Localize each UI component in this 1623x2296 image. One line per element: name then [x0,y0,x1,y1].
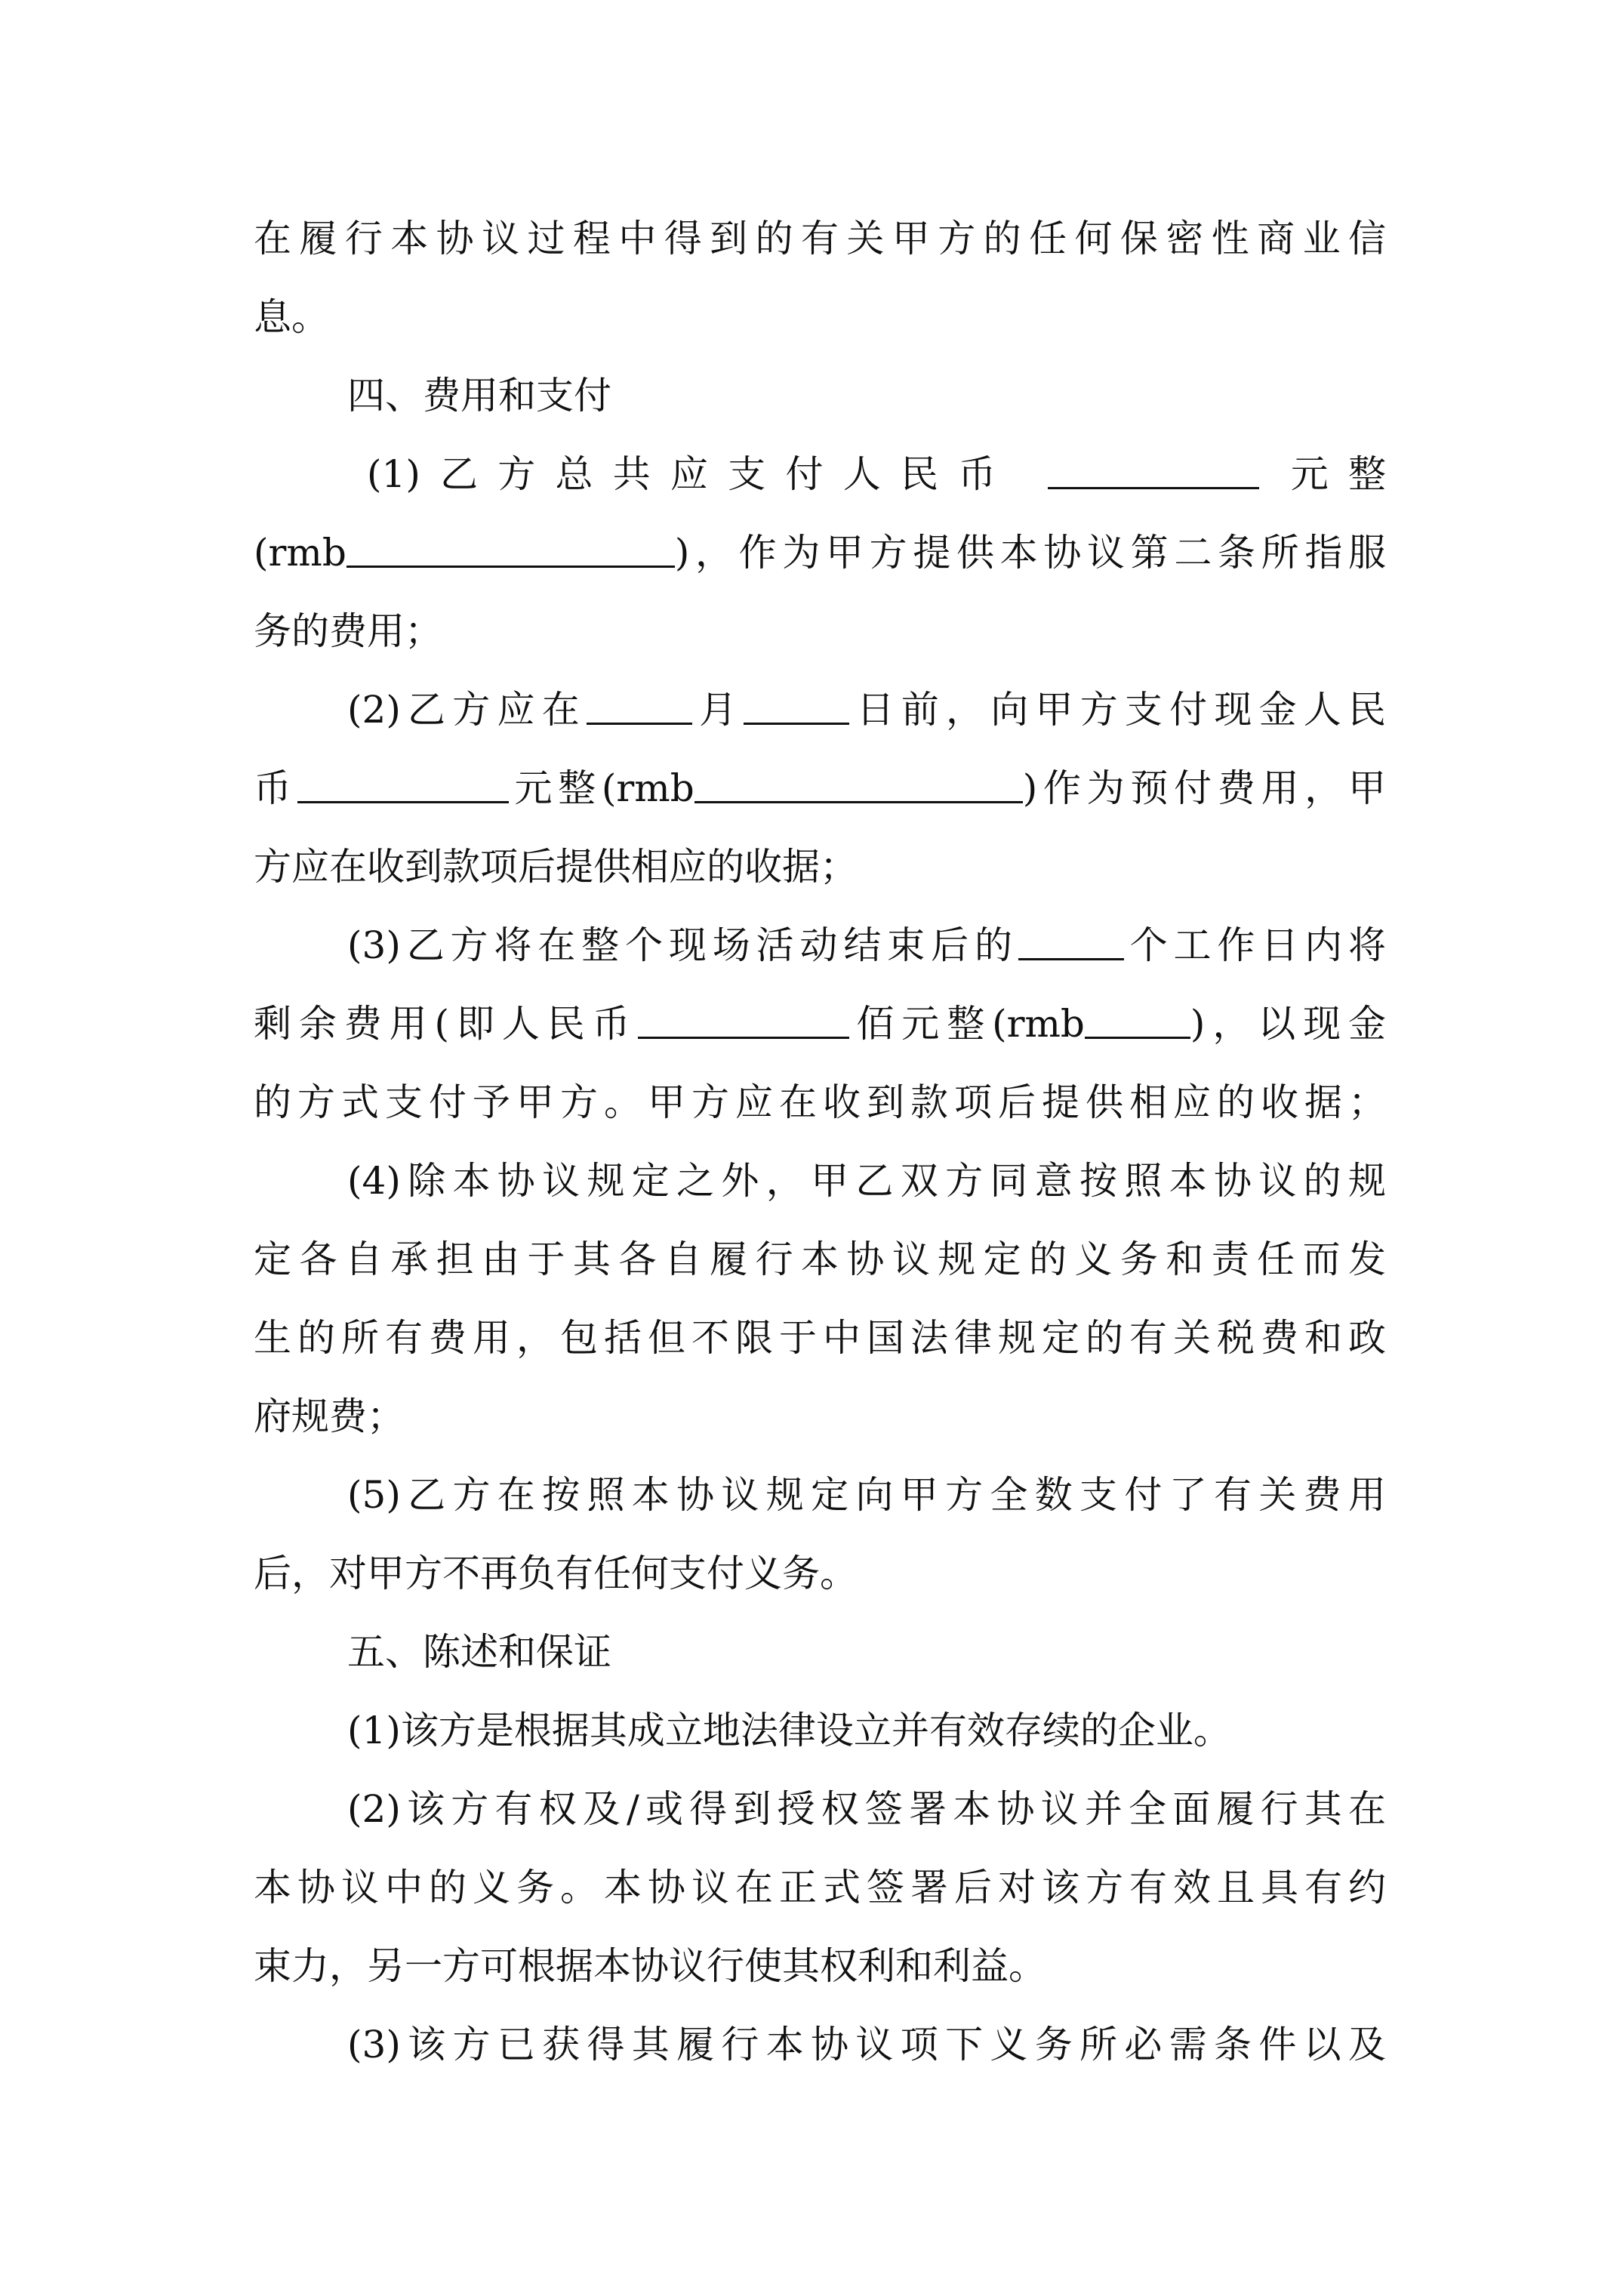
blank-field[interactable] [638,1000,849,1039]
clause-line [254,1456,1386,1534]
blank-field[interactable] [1018,922,1124,960]
clause-line [254,1063,1386,1142]
blank-field[interactable] [1048,451,1259,489]
clause-line [254,1691,1386,1770]
text-run: )作为预付费用，甲 [1022,766,1386,810]
clause-line [254,1220,1386,1299]
text-run: )，以现金 [1190,1002,1386,1046]
clause-line [254,1848,1386,1927]
text-run: (3)乙方将在整个现场活动结束后的 [347,923,1018,967]
blank-field[interactable] [744,686,849,725]
section-title: 五、陈述和保证 [347,1630,611,1674]
text-run: 后，对甲方不再负有任何支付义务。 [254,1552,858,1595]
text-run: 的方式支付予甲方。甲方应在收到款项后提供相应的收据； [254,1080,1386,1124]
clause-line [254,592,1386,670]
text-run: 个工作日内将 [1123,923,1386,967]
clause-line [254,906,1386,985]
clause-line [254,1927,1386,2005]
text-run: (4)除本协议规定之外，甲乙双方同意按照本协议的规 [347,1159,1386,1203]
text-run: 币 [254,766,297,810]
text-run: (5)乙方在按照本协议规定向甲方全数支付了有关费用 [347,1473,1386,1517]
text-run: (2)乙方应在 [347,688,587,732]
clause-line [254,435,1386,513]
text-run: 佰元整(rmb [848,1002,1085,1046]
text-run: (1)该方是根据其成立地法律设立并有效存续的企业。 [347,1709,1231,1752]
paragraph-line [254,199,1386,278]
clause-line [254,1770,1386,1848]
text-run: (2)该方有权及/或得到授权签署本协议并全面履行其在 [347,1787,1386,1831]
clause-line [254,749,1386,827]
text-run: 生的所有费用，包括但不限于中国法律规定的有关税费和政 [254,1316,1386,1360]
text-run: 月 [691,688,744,732]
clause-line [254,1142,1386,1220]
text-run: )，作为甲方提供本协议第二条所指服 [674,531,1386,575]
document-page [254,199,1386,2084]
section-heading-representations [254,1613,1386,1691]
text-run: 元整 [1290,452,1386,496]
clause-line [254,827,1386,906]
text-run: 务的费用； [254,609,442,653]
text-run: 息。 [254,295,329,339]
clause-line [254,2005,1386,2084]
text-run: 束力，另一方可根据本协议行使其权利和利益。 [254,1944,1046,1988]
blank-field[interactable] [587,686,692,725]
clause-line [254,1534,1386,1613]
blank-field[interactable] [1085,1000,1190,1039]
clause-line [254,670,1386,749]
blank-field[interactable] [297,765,509,803]
text-run: 剩余费用(即人民币 [254,1002,638,1046]
blank-field[interactable] [694,765,1023,803]
clause-line [254,985,1386,1063]
clause-line [254,1299,1386,1377]
section-heading-fees [254,356,1386,435]
text-run: (3)该方已获得其履行本协议项下义务所必需条件以及 [347,2023,1386,2066]
text-run: 定各自承担由于其各自履行本协议规定的义务和责任而发 [254,1237,1386,1281]
blank-field[interactable] [346,529,675,568]
clause-line [254,1377,1386,1456]
text-run: 本协议中的义务。本协议在正式签署后对该方有效且具有约 [254,1866,1386,1909]
text-run: (1)乙方总共应支付人民币 [367,452,1016,496]
text-run: 元整(rmb [508,766,694,810]
section-title: 四、费用和支付 [347,374,611,418]
clause-line [254,513,1386,592]
text-run: 日前，向甲方支付现金人民 [849,688,1386,732]
text-run: 在履行本协议过程中得到的有关甲方的任何保密性商业信 [254,217,1386,260]
text-run: 府规费； [254,1395,405,1438]
text-run: (rmb [254,531,346,575]
text-run: 方应在收到款项后提供相应的收据； [254,845,858,889]
paragraph-line [254,278,1386,356]
